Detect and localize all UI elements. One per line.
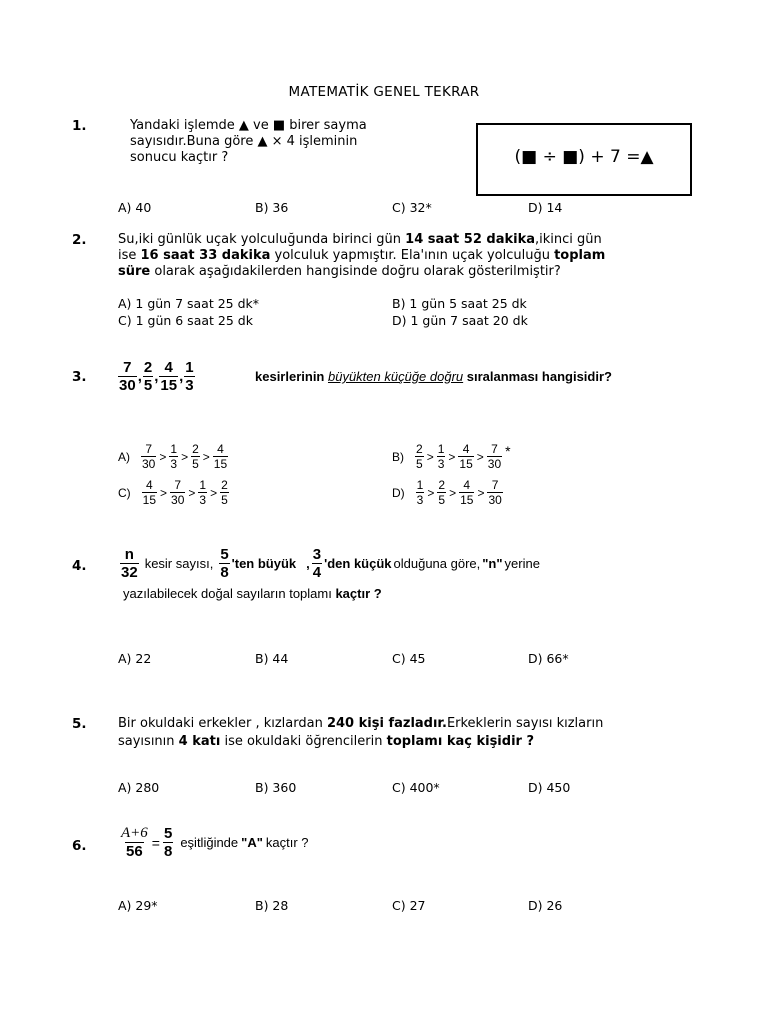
q3d-gt-3: >: [477, 485, 485, 500]
q4-f1-den: 32: [121, 564, 138, 581]
q3-fraction-2: [143, 360, 153, 393]
q3-option-d[interactable]: [392, 479, 503, 506]
q3d-f4-num: 7: [491, 478, 499, 492]
q3a-f2-num: 1: [170, 442, 178, 456]
q3a-gt-3: >: [202, 449, 210, 464]
q3-text-underlined: büyükten küçüğe doğru: [327, 369, 464, 384]
q2-option-b[interactable]: B) 1 gün 5 saat 25 dk: [392, 296, 527, 311]
q3-text-a: kesirlerinin: [255, 369, 328, 384]
q2-text-2c: yolculuk yapmıştır. Ela'ının uçak yolculuğu: [270, 248, 555, 263]
q3-option-d-label: D): [392, 485, 405, 500]
q3b-f1-num: 2: [416, 442, 423, 456]
q3-option-a[interactable]: [118, 443, 228, 470]
q3c-f1-den: 15: [142, 493, 157, 507]
q3a-f3-den: 5: [192, 457, 199, 471]
q3c-gt-1: >: [160, 485, 168, 500]
q3c-gt-2: >: [188, 485, 196, 500]
question-3-fractions: $\frac{7}{30}$ , $\frac{2}{5}$ , $\frac{4}{15}$ , $\frac{1}{3}$: [119, 359, 194, 394]
q3d-f2-num: 2: [438, 478, 446, 492]
q4-f2-num: 5: [220, 546, 229, 563]
q3c-f4-den: 5: [221, 493, 228, 507]
q6-text-3: kaçtır ?: [265, 835, 309, 850]
question-1-text: [130, 118, 367, 166]
q2-text-1c: ,ikinci gün: [535, 232, 602, 247]
q4-text-5: "n": [482, 556, 503, 571]
q4-option-d[interactable]: D) 66*: [528, 651, 569, 666]
q3d-f1-den: 3: [416, 493, 424, 507]
q6-option-c[interactable]: C) 27: [392, 898, 426, 913]
q4-text-4: olduğuna göre,: [393, 556, 481, 571]
q3-f4-den: 3: [185, 377, 194, 394]
q6-text-2: "A": [241, 835, 263, 850]
q4-text-line2a: yazılabilecek doğal sayıların toplamı: [123, 586, 336, 601]
question-6-line: [120, 826, 309, 859]
q1-option-c[interactable]: C) 32*: [392, 200, 432, 215]
q5-option-b[interactable]: B) 360: [255, 780, 297, 795]
q3c-f2-num: 7: [174, 478, 182, 492]
question-1-line-3: sonucu kaçtır ?: [130, 150, 229, 165]
question-1-line-2: sayısıdır.Buna göre ▲ × 4 işleminin: [130, 134, 358, 149]
q1-option-a[interactable]: A) 40: [118, 200, 152, 215]
q3a-f1-num: 7: [145, 442, 153, 456]
question-1-number: 1.: [72, 118, 87, 134]
q6-text-1: eşitliğinde: [180, 835, 239, 850]
question-4-number: 4.: [72, 558, 87, 574]
question-2-number: 2.: [72, 232, 87, 248]
q3-f4-num: 1: [185, 359, 194, 376]
question-4-line-1: [120, 547, 540, 580]
q3-text-b: sıralanması hangisidir?: [463, 369, 612, 384]
question-3-number: 3.: [72, 369, 87, 385]
q3b-f4-den: 30: [487, 457, 502, 471]
q3d-gt-1: >: [427, 485, 435, 500]
q3-option-a-label: A): [118, 449, 130, 464]
q5-text-1c: Erkeklerin sayısı kızların: [446, 716, 604, 731]
q4-text-3: 'den küçük: [324, 556, 392, 571]
q3b-gt-3: >: [476, 449, 484, 464]
question-1-expression-box: [476, 123, 692, 196]
q3-option-b[interactable]: [392, 443, 511, 470]
q3-fraction-4: [184, 360, 194, 393]
q3-fraction-1: [118, 360, 137, 393]
q3c-f4-num: 2: [221, 478, 228, 492]
q2-text-1b: 14 saat 52 dakika: [405, 232, 536, 247]
q3-option-c[interactable]: [118, 479, 229, 506]
q3b-f2-num: 1: [437, 442, 445, 456]
q5-option-d[interactable]: D) 450: [528, 780, 571, 795]
question-2-text: [118, 232, 688, 280]
q5-text-1a: Bir okuldaki erkekler , kızlardan: [118, 716, 327, 731]
q5-text-2d: toplamı kaç kişidir ?: [386, 734, 535, 749]
q3b-f2-den: 3: [437, 457, 445, 471]
q2-text-2d: toplam: [554, 248, 606, 263]
q3-fraction-3: [159, 360, 178, 393]
q4-option-a[interactable]: A) 22: [118, 651, 152, 666]
q3a-f4-num: 4: [217, 442, 224, 456]
q3b-gt-2: >: [448, 449, 456, 464]
q2-option-a[interactable]: A) 1 gün 7 saat 25 dk*: [118, 296, 260, 311]
q4-option-b[interactable]: B) 44: [255, 651, 289, 666]
q3b-f3-num: 4: [462, 442, 470, 456]
q3d-f4-den: 30: [488, 493, 502, 507]
q3a-gt-1: >: [159, 449, 167, 464]
q3c-f1-num: 4: [146, 478, 153, 492]
q2-option-d[interactable]: D) 1 gün 7 saat 20 dk: [392, 313, 528, 328]
q3b-f4-num: 7: [491, 442, 498, 456]
q3a-f2-den: 3: [170, 457, 178, 471]
q1-option-b[interactable]: B) 36: [255, 200, 289, 215]
q3-option-c-label: C): [118, 485, 131, 500]
q1-option-d[interactable]: D) 14: [528, 200, 563, 215]
q6-f1-den: 56: [126, 843, 143, 860]
page-title: MATEMATİK GENEL TEKRAR: [288, 84, 480, 100]
q3d-f3-den: 15: [460, 493, 474, 507]
q3c-f3-num: 1: [199, 478, 207, 492]
q3d-f2-den: 5: [438, 493, 446, 507]
q4-text-2: 'ten büyük: [231, 556, 297, 571]
q3-option-b-label: B): [392, 449, 404, 464]
q5-option-c[interactable]: C) 400*: [392, 780, 440, 795]
q3a-f1-den: 30: [142, 457, 156, 471]
question-4-line-2: [123, 586, 382, 601]
q4-text-1: kesir sayısı,: [144, 556, 214, 571]
q6-f2-num: 5: [163, 825, 173, 842]
q3-f3-num: 4: [164, 359, 173, 376]
q2-text-2a: ise: [118, 248, 141, 263]
q4-f3-den: 4: [312, 564, 322, 581]
q3-f2-num: 2: [143, 359, 153, 376]
q5-text-2b: 4 katı: [178, 734, 221, 749]
q3-f1-den: 30: [119, 377, 136, 394]
question-1-line-1: Yandaki işlemde ▲ ve ■ birer sayma: [130, 118, 367, 133]
q3b-gt-1: >: [426, 449, 434, 464]
q6-option-b[interactable]: B) 28: [255, 898, 289, 913]
q2-text-1a: Su,iki günlük uçak yolculuğunda birinci gün: [118, 232, 406, 247]
q2-text-3a: süre: [118, 264, 151, 279]
q3d-f3-num: 4: [463, 478, 471, 492]
question-6-number: 6.: [72, 838, 87, 854]
q3b-f1-den: 5: [416, 457, 423, 471]
q6-option-a[interactable]: A) 29*: [118, 898, 158, 913]
q6-equals: =: [151, 834, 160, 851]
q4-f2-den: 8: [220, 564, 229, 581]
q3d-f1-num: 1: [416, 478, 424, 492]
q3a-f3-num: 2: [192, 442, 199, 456]
q3a-f4-den: 15: [213, 457, 228, 471]
question-5-text: [118, 716, 698, 750]
q3a-gt-2: >: [181, 449, 189, 464]
q3-f3-den: 15: [160, 377, 178, 394]
q3c-f3-den: 3: [199, 493, 207, 507]
q3c-f2-den: 30: [171, 493, 185, 507]
q3d-gt-2: >: [449, 485, 457, 500]
q5-option-a[interactable]: A) 280: [118, 780, 160, 795]
q4-text-line2b: kaçtır ?: [335, 586, 382, 601]
q4-f3-num: 3: [312, 546, 322, 563]
q4-option-c[interactable]: C) 45: [392, 651, 426, 666]
q6-f1-num: A+6: [121, 825, 148, 841]
q3b-f3-den: 15: [459, 457, 473, 471]
q3c-gt-3: >: [210, 485, 218, 500]
q2-text-2b: 16 saat 33 dakika: [140, 248, 271, 263]
question-3-text: [255, 369, 612, 384]
q3-f2-den: 5: [143, 377, 153, 394]
q5-text-2a: sayısının: [118, 734, 179, 749]
q2-text-3b: olarak aşağıdakilerden hangisinde doğru olarak gösterilmiştir?: [150, 264, 561, 279]
q3-f1-num: 7: [123, 359, 132, 376]
q5-text-1b: 240 kişi fazladır.: [326, 716, 447, 731]
q5-text-2c: ise okuldaki öğrencilerin: [220, 734, 387, 749]
q6-option-d[interactable]: D) 26: [528, 898, 563, 913]
q2-option-c[interactable]: C) 1 gün 6 saat 25 dk: [118, 313, 253, 328]
q4-f1-num: n: [124, 546, 134, 563]
question-1-expression: (■ ÷ ■) + 7 =▲: [514, 147, 654, 167]
q6-f2-den: 8: [163, 843, 173, 860]
q4-text-6: yerine: [504, 556, 540, 571]
q4-comma: ,: [306, 556, 310, 571]
question-5-number: 5.: [72, 716, 87, 732]
q3b-answer-mark: *: [505, 443, 511, 459]
